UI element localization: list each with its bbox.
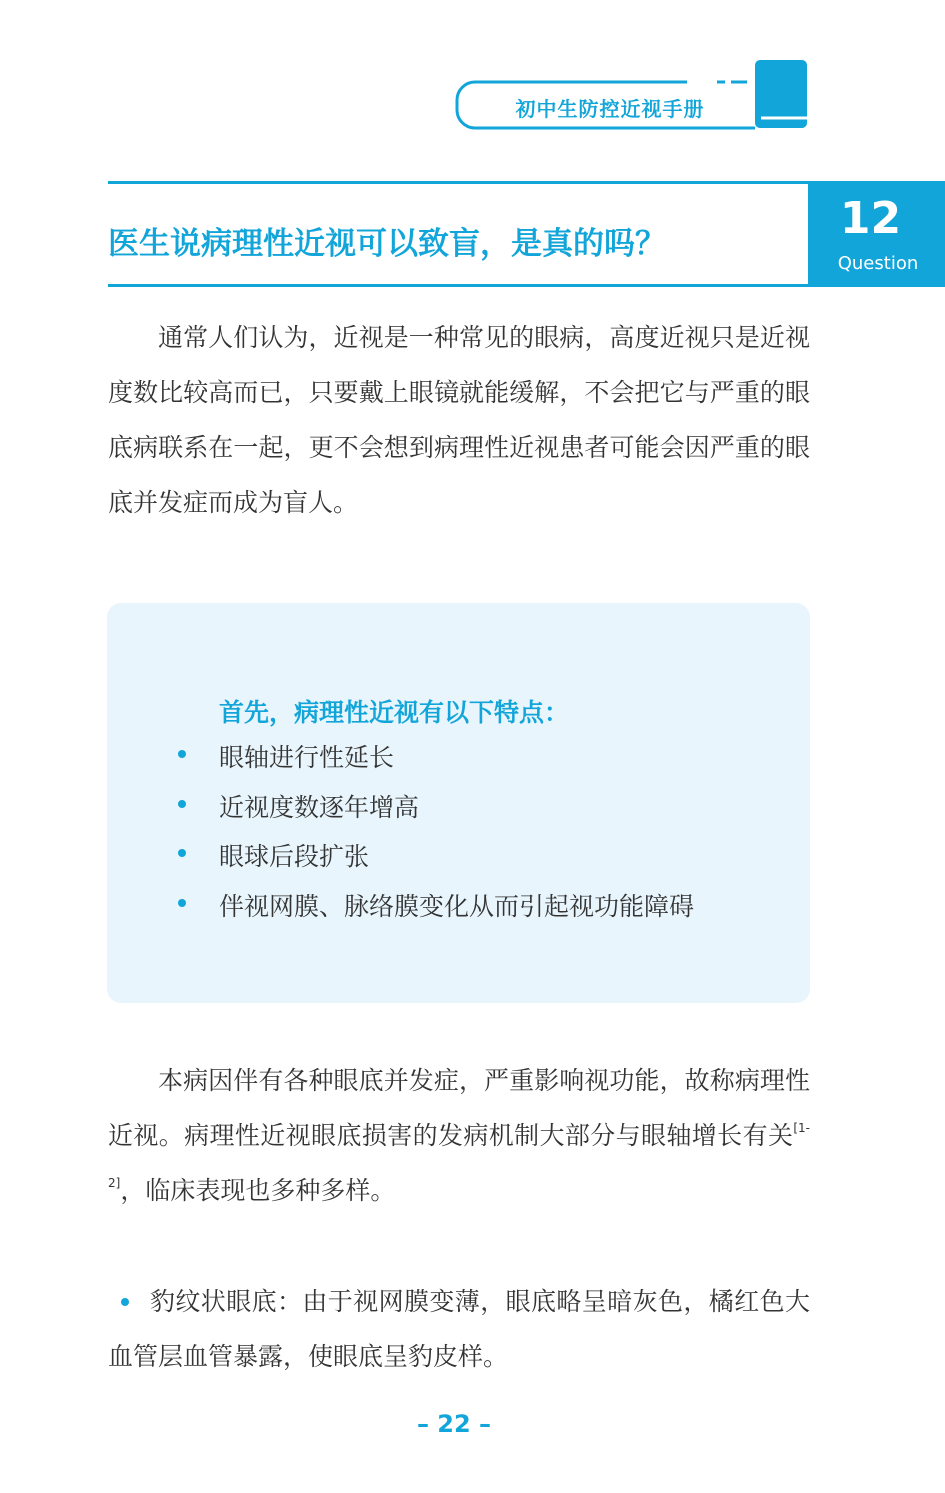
features-list bbox=[107, 738, 810, 936]
title-top-rule bbox=[108, 181, 808, 184]
second-paragraph-text: 本病因伴有各种眼底并发症，严重影响视功能，故称病理性近视。病理性近视眼底损害的发病机制大部分与眼轴增长有关 bbox=[108, 1066, 810, 1150]
list-item-text: 近视度数逐年增高 bbox=[219, 792, 420, 822]
info-box-heading: 首先，病理性近视有以下特点： bbox=[219, 698, 570, 727]
bullet-icon bbox=[178, 750, 186, 758]
bullet-icon bbox=[178, 800, 186, 808]
handbook-title: 初中生防控近视手册 bbox=[515, 97, 705, 121]
list-item bbox=[107, 788, 810, 838]
list-item-text: 眼球后段扩张 bbox=[219, 842, 370, 871]
intro-paragraph: 通常人们认为，近视是一种常见的眼病，高度近视只是近视度数比较高而已，只要戴上眼镜就能缓解，不会把它与严重的眼底病联系在一起，更不会想到病理性近视患者可能会因严重的眼底并发症而成为盲人。 bbox=[108, 323, 810, 517]
page-number: – 22 – bbox=[416, 1410, 492, 1438]
eye-icon bbox=[455, 58, 483, 78]
citation-marker: [1-2] bbox=[108, 1121, 810, 1190]
second-paragraph bbox=[108, 1053, 810, 1218]
question-number: 12 bbox=[839, 193, 902, 244]
list-item-text: 伴视网膜、脉络膜变化从而引起视功能障碍 bbox=[219, 891, 695, 921]
question-title: 医生说病理性近视可以致盲，是真的吗？ bbox=[108, 226, 666, 262]
title-bottom-rule bbox=[108, 284, 808, 287]
second-paragraph-tail: ，临床表现也多种多样。 bbox=[120, 1176, 396, 1205]
list-item bbox=[107, 738, 810, 788]
question-label: Question bbox=[837, 253, 919, 274]
bullet-icon bbox=[178, 899, 186, 907]
list-item bbox=[107, 887, 810, 937]
leopard-fundus-paragraph: 豹纹状眼底：由于视网膜变薄，眼底略呈暗灰色，橘红色大血管层血管暴露，使眼底呈豹皮样。 bbox=[108, 1287, 810, 1371]
question-number-badge bbox=[808, 181, 945, 287]
features-info-box bbox=[107, 603, 810, 1003]
list-item bbox=[107, 837, 810, 887]
list-item-text: 眼轴进行性延长 bbox=[219, 743, 395, 772]
handbook-header bbox=[455, 58, 810, 133]
bullet-icon bbox=[178, 849, 186, 857]
